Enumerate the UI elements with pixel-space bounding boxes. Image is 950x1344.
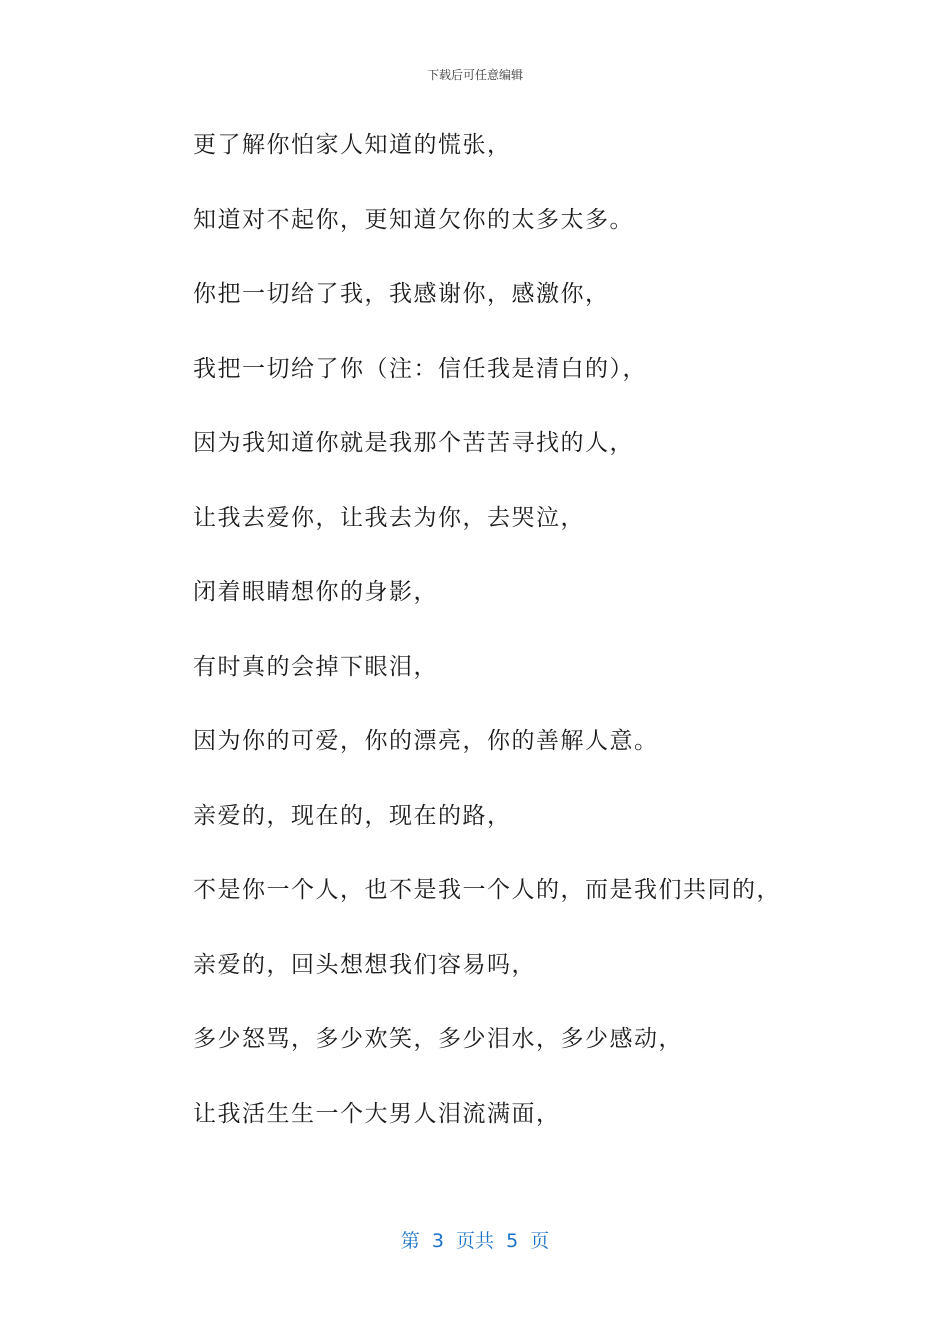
text-line: 有时真的会掉下眼泪，: [193, 653, 438, 680]
text-line: 让我去爱你，让我去为你，去哭泣，: [193, 504, 585, 531]
text-line: 多少怒骂，多少欢笑，多少泪水，多少感动，: [193, 1026, 683, 1052]
text-line: 更了解你怕家人知道的慌张，: [193, 132, 512, 158]
page-number-footer: 第 3 页共 5 页: [400, 1230, 550, 1252]
text-line: 亲爱的，现在的，现在的路，: [193, 802, 512, 829]
text-line: 知道对不起你，更知道欠你的太多太多。: [193, 206, 634, 233]
text-line: 亲爱的，回头想想我们容易吗，: [193, 951, 536, 978]
page-header: 下载后可任意编辑: [426, 68, 523, 82]
text-line: 不是你一个人，也不是我一个人的，而是我们共同的，: [193, 877, 781, 903]
text-line: 因为你的可爱，你的漂亮，你的善解人意。: [193, 728, 659, 754]
text-line: 我把一切给了你（注：信任我是清白的），: [193, 355, 647, 382]
text-line: 因为我知道你就是我那个苦苦寻找的人，: [193, 430, 634, 456]
document-body: [193, 128, 893, 1171]
text-line: 让我活生生一个大男人泪流满面，: [193, 1100, 561, 1127]
text-line: 你把一切给了我，我感谢你，感激你，: [193, 281, 610, 307]
text-line: 闭着眼睛想你的身影，: [193, 579, 438, 605]
